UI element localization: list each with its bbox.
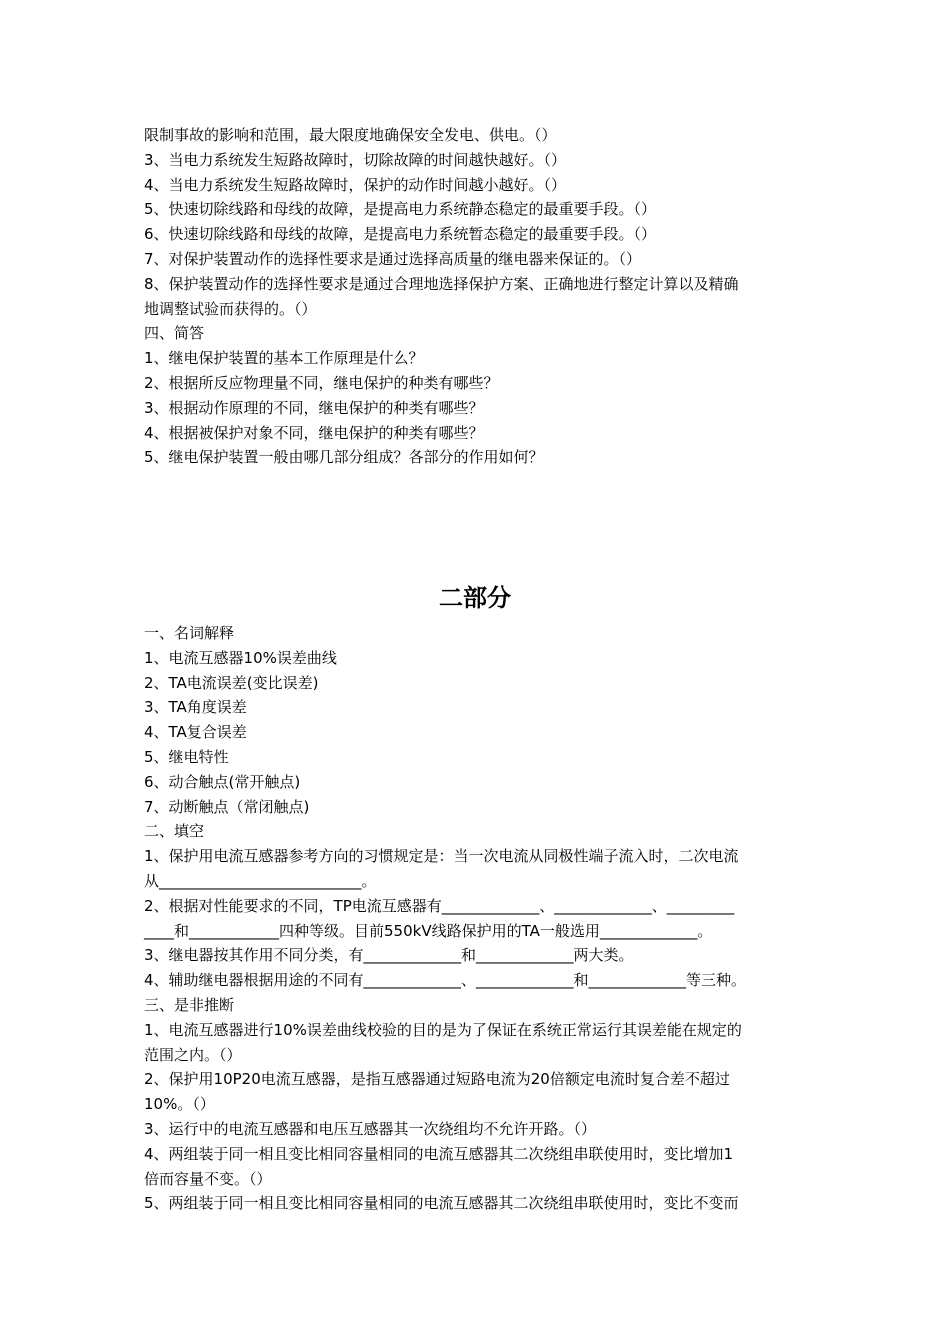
text-line: 2、TA电流误差(变比误差) (144, 673, 319, 692)
text-line: ____和____________四种等级。目前550kV线路保护用的TA一般选用_____________。 (144, 921, 713, 940)
text-line: 3、运行中的电流互感器和电压互感器其一次绕组均不允许开路。（） (144, 1119, 597, 1138)
text-line: 3、当电力系统发生短路故障时，切除故障的时间越快越好。（） (144, 150, 567, 169)
section-heading: 四、简答 (144, 324, 205, 343)
text-line: 从___________________________。 (144, 871, 377, 890)
text-line: 2、保护用10P20电流互感器，是指互感器通过短路电流为20倍额定电流时复合差不超过 (144, 1070, 730, 1089)
text-line: 2、根据所反应物理量不同，继电保护的种类有哪些？ (144, 373, 499, 392)
text-line: 8、保护装置动作的选择性要求是通过合理地选择保护方案、正确地进行整定计算以及精确 (144, 274, 739, 293)
text-line: 限制事故的影响和范围，最大限度地确保安全发电、供电。（） (144, 126, 557, 144)
text-line: 6、动合触点(常开触点) (144, 772, 301, 791)
text-line: 1、电流互感器10%误差曲线 (144, 648, 337, 667)
text-line: 3、根据动作原理的不同，继电保护的种类有哪些？ (144, 398, 484, 417)
text-line: 6、快速切除线路和母线的故障，是提高电力系统暂态稳定的最重要手段。（） (144, 225, 657, 244)
section-heading: 三、是非推断 (144, 995, 235, 1014)
text-line: 范围之内。（） (144, 1045, 242, 1064)
text-line: 1、电流互感器进行10%误差曲线校验的目的是为了保证在系统正常运行其误差能在规定的 (144, 1020, 742, 1039)
part2-text (144, 621, 808, 1216)
text-line: 1、保护用电流互感器参考方向的习惯规定是：当一次电流从同极性端子流入时，二次电流 (144, 847, 739, 866)
text-line: 地调整试验而获得的。（） (144, 299, 317, 318)
text-line: 2、根据对性能要求的不同，TP电流互感器有_____________、_____________、_________ (144, 896, 735, 915)
text-line: 5、两组装于同一相且变比相同容量相同的电流互感器其二次绕组串联使用时，变比不变而 (144, 1194, 739, 1213)
text-line: 1、继电保护装置的基本工作原理是什么？ (144, 349, 424, 368)
text-line: 3、TA角度误差 (144, 698, 247, 717)
text-line: 10%。（） (144, 1095, 215, 1114)
text-line: 7、对保护装置动作的选择性要求是通过选择高质量的继电器来保证的。（） (144, 249, 642, 268)
text-line: 7、动断触点（常闭触点) (144, 797, 310, 816)
text-line: 5、继电保护装置一般由哪几部分组成？各部分的作用如何？ (144, 448, 544, 467)
text-line: 4、辅助继电器根据用途的不同有_____________、_____________和_____________等三种。 (144, 971, 747, 990)
section-heading: 一、名词解释 (144, 624, 235, 642)
text-line: 4、当电力系统发生短路故障时，保护的动作时间越小越好。（） (144, 175, 567, 194)
text-line: 4、根据被保护对象不同，继电保护的种类有哪些？ (144, 423, 484, 442)
part1-text (144, 123, 808, 470)
text-line: 5、快速切除线路和母线的故障，是提高电力系统静态稳定的最重要手段。（） (144, 200, 657, 219)
text-line: 倍而容量不变。（） (144, 1169, 272, 1188)
text-line: 3、继电器按其作用不同分类，有_____________和_____________两大类。 (144, 946, 634, 965)
text-line: 4、两组装于同一相且变比相同容量相同的电流互感器其二次绕组串联使用时，变比增加1 (144, 1144, 734, 1163)
text-line: 4、TA复合误差 (144, 723, 247, 742)
part-title: 二部分 (439, 584, 511, 612)
text-line: 5、继电特性 (144, 747, 229, 766)
section-heading: 二、填空 (144, 822, 205, 841)
